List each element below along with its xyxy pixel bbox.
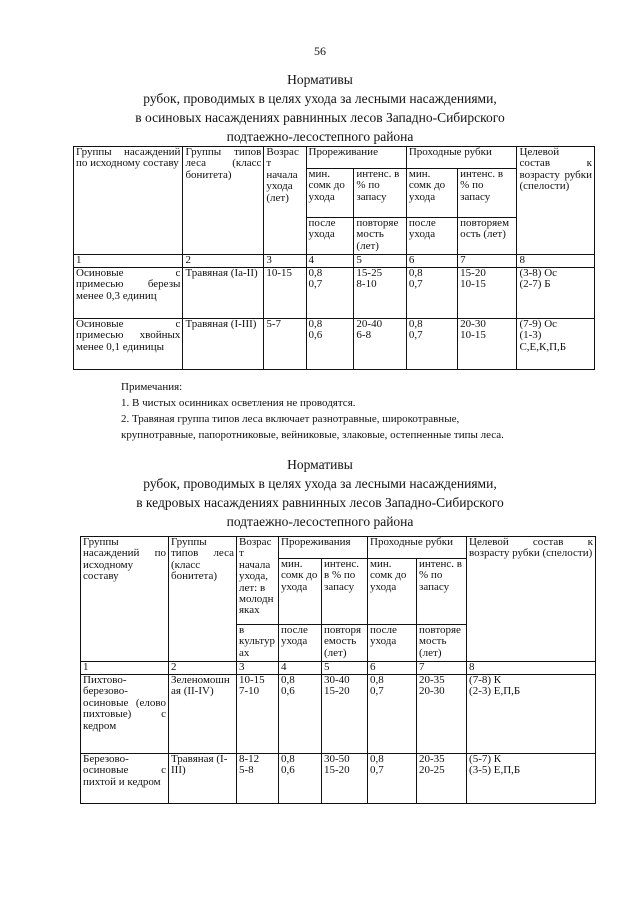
col-number: 5 — [322, 662, 368, 675]
header-group: Группы насаждений по исходному составу — [81, 537, 169, 662]
cell-line: 20-35 — [419, 674, 445, 686]
title-line: рубок, проводимых в целях ухода за лесными насаждениями, — [143, 91, 497, 106]
cell-line: 10-15 — [460, 329, 486, 342]
cell-age — [237, 675, 279, 754]
cell-line: 0,8 — [408, 318, 423, 330]
cell-line: (5-7) К — [469, 753, 502, 765]
cell-line: (7-9) Ос — [519, 318, 558, 330]
header-min-density: мин. сомк до ухода — [306, 169, 354, 218]
header-intensity: интенс. в % по запасу — [354, 169, 406, 218]
cell-line: 8-12 — [239, 753, 260, 765]
column-numbers-row — [81, 662, 596, 675]
table-row — [74, 268, 595, 319]
cell-line: 0,8 — [308, 267, 323, 279]
table-row — [81, 754, 596, 804]
cell-forest-type: Зеленомошная (II-IV) — [169, 675, 237, 754]
col-number: 3 — [264, 255, 306, 268]
cell-forest-type: Травяная (I-III) — [169, 754, 237, 804]
cell-group: Пихтово-березово-осиновые (елово пихтовые) с кедром — [81, 675, 169, 754]
cell-forest-type: Травяная (I-III) — [183, 319, 264, 370]
header-forest-type: Группы типов леса (класс бонитета) — [169, 537, 237, 662]
cell-line: 0,6 — [308, 329, 323, 342]
cell-line: 20-30 — [460, 318, 486, 330]
cell-min-density — [306, 319, 354, 370]
header-repeat: повторяемость (лет) — [354, 218, 406, 255]
col-number: 3 — [237, 662, 279, 675]
col-number: 8 — [467, 662, 596, 675]
cell-line: 15-20 — [460, 267, 486, 279]
cell-intensity — [354, 268, 406, 319]
cell-passage-min — [406, 319, 457, 370]
title-line: Нормативы — [287, 457, 353, 472]
cell-line: 0,7 — [370, 764, 384, 777]
cell-line: 0,8 — [408, 267, 423, 279]
col-number: 1 — [81, 662, 169, 675]
header-passage-after: после ухода — [406, 218, 457, 255]
cell-line: 7-10 — [239, 685, 260, 698]
cell-age — [237, 754, 279, 804]
cell-line: 5-8 — [239, 764, 254, 777]
cell-line: 0,8 — [370, 674, 384, 686]
cell-age: 5-7 — [264, 319, 306, 370]
cell-passage-intensity — [458, 319, 517, 370]
cell-line: 30-40 — [324, 674, 350, 686]
cell-target — [467, 754, 596, 804]
cell-line: 6-8 — [356, 329, 372, 342]
title-line: Нормативы — [287, 72, 353, 87]
header-after-care: после ухода — [279, 625, 322, 662]
cell-target — [517, 319, 595, 370]
cell-line: (3-8) Ос — [519, 267, 558, 279]
col-number: 6 — [406, 255, 457, 268]
header-intensity: интенс. в % по запасу — [322, 559, 368, 625]
header-passage-repeat: повторяемость (лет) — [458, 218, 517, 255]
header-group: Группы насаждений по исходному составу — [74, 147, 183, 255]
header-forest-type: Группы типов леса (класс бонитета) — [183, 147, 264, 255]
cell-line: 0,6 — [281, 685, 295, 698]
cell-min-density — [279, 754, 322, 804]
cell-line: 15-20 — [324, 685, 350, 698]
header-passage-intensity: интенс. в % по запасу — [417, 559, 467, 625]
header-target: Целевой состав к возрасту рубки (спелости) — [467, 537, 596, 662]
cell-age: 10-15 — [264, 268, 306, 319]
title-line: подтаежно-лесостепного района — [226, 514, 414, 529]
cell-passage-min — [368, 754, 417, 804]
header-thinning: Прореживания — [279, 537, 368, 559]
cell-line: 20-25 — [419, 764, 445, 777]
header-passage: Проходные рубки — [406, 147, 517, 169]
table2 — [80, 536, 596, 804]
header-passage-repeat: повторяемость (лет) — [417, 625, 467, 662]
header-target: Целевой состав к возрасту рубки (спелости) — [517, 147, 595, 255]
title-line: в кедровых насаждениях равнинных лесов Западно-Сибирского — [136, 495, 504, 510]
cell-passage-intensity — [458, 268, 517, 319]
note-line: 1. В чистых осинниках осветления не проводятся. — [121, 397, 356, 409]
col-number: 5 — [354, 255, 406, 268]
title-line: в осиновых насаждениях равнинных лесов Западно-Сибирского — [135, 110, 505, 125]
cell-min-density — [279, 675, 322, 754]
cell-line: (3-5) Е,П,Б — [469, 764, 521, 777]
cell-line: 20-30 — [419, 685, 445, 698]
cell-line: (2-7) Б — [519, 278, 551, 291]
cell-line: 10-15 — [460, 278, 486, 291]
cell-line: (1-3) — [519, 329, 542, 342]
cell-min-density — [306, 268, 354, 319]
table1 — [73, 146, 595, 370]
cell-passage-intensity — [417, 675, 467, 754]
col-number: 2 — [169, 662, 237, 675]
header-passage-min: мин. сомк до ухода — [406, 169, 457, 218]
cell-passage-min — [368, 675, 417, 754]
cell-line: 0,7 — [408, 278, 423, 291]
table-row — [81, 675, 596, 754]
cell-line: 0,7 — [370, 685, 384, 698]
header-thinning: Прореживание — [306, 147, 406, 169]
header-passage-min: мин. сомк до ухода — [368, 559, 417, 625]
col-number: 7 — [458, 255, 517, 268]
col-number: 6 — [368, 662, 417, 675]
header-age: Возраст начала ухода, лет: в молодняках — [237, 537, 279, 625]
header-repeat: повторяемость (лет) — [322, 625, 368, 662]
cell-line: 20-40 — [356, 318, 383, 330]
cell-line: 20-35 — [419, 753, 445, 765]
cell-group: Осиновые с примесью хвойных менее 0,1 единицы — [74, 319, 183, 370]
cell-line: 15-20 — [324, 764, 350, 777]
note-line: 2. Травяная группа типов леса включает разнотравные, широкотравные, — [121, 413, 460, 425]
table1-title — [0, 70, 640, 146]
col-number: 1 — [74, 255, 183, 268]
header-after-care: после ухода — [306, 218, 354, 255]
note-line: Примечания: — [121, 381, 183, 393]
cell-line: 8-10 — [356, 278, 377, 291]
cell-line: 0,8 — [370, 753, 384, 765]
header-age: Возраст начала ухода (лет) — [264, 147, 306, 255]
title-line: рубок, проводимых в целях ухода за лесными насаждениями, — [143, 476, 497, 491]
title-line: подтаежно-лесостепного района — [226, 129, 414, 144]
cell-forest-type: Травяная (Ia-II) — [183, 268, 264, 319]
cell-intensity — [322, 675, 368, 754]
cell-line: 0,8 — [281, 674, 295, 686]
col-number: 4 — [306, 255, 354, 268]
cell-line: 10-15 — [239, 674, 265, 686]
header-min-density: мин. сомк до ухода — [279, 559, 322, 625]
header-passage: Проходные рубки — [368, 537, 467, 559]
cell-line: 30-50 — [324, 753, 350, 765]
cell-line: (2-3) Е,П,Б — [469, 685, 521, 698]
cell-passage-min — [406, 268, 457, 319]
cell-line: 0,8 — [281, 753, 295, 765]
col-number: 8 — [517, 255, 595, 268]
cell-line: 15-25 — [356, 267, 383, 279]
cell-line: 0,7 — [308, 278, 323, 291]
page-number: 56 — [314, 44, 326, 58]
cell-line: 0,6 — [281, 764, 295, 777]
cell-line: С,Е,К,П,Б — [519, 340, 567, 353]
cell-line: (7-8) К — [469, 674, 502, 686]
col-number: 2 — [183, 255, 264, 268]
cell-group: Осиновые с примесью березы менее 0,3 единиц — [74, 268, 183, 319]
col-number: 7 — [417, 662, 467, 675]
cell-intensity — [322, 754, 368, 804]
cell-group: Березово-осиновые с пихтой и кедром — [81, 754, 169, 804]
table-row — [74, 319, 595, 370]
cell-passage-intensity — [417, 754, 467, 804]
cell-target — [467, 675, 596, 754]
header-age-cultures: в культурах — [237, 625, 279, 662]
cell-intensity — [354, 319, 406, 370]
header-passage-intensity: интенс. в % по запасу — [458, 169, 517, 218]
column-numbers-row — [74, 255, 595, 268]
note-line: крупнотравные, папоротниковые, вейниковые, злаковые, остепненные типы леса. — [121, 429, 504, 441]
table2-title — [0, 455, 640, 531]
header-passage-after: после ухода — [368, 625, 417, 662]
col-number: 4 — [279, 662, 322, 675]
table1-notes — [121, 379, 504, 443]
cell-line: 0,7 — [408, 329, 423, 342]
cell-line: 0,8 — [308, 318, 323, 330]
cell-target — [517, 268, 595, 319]
